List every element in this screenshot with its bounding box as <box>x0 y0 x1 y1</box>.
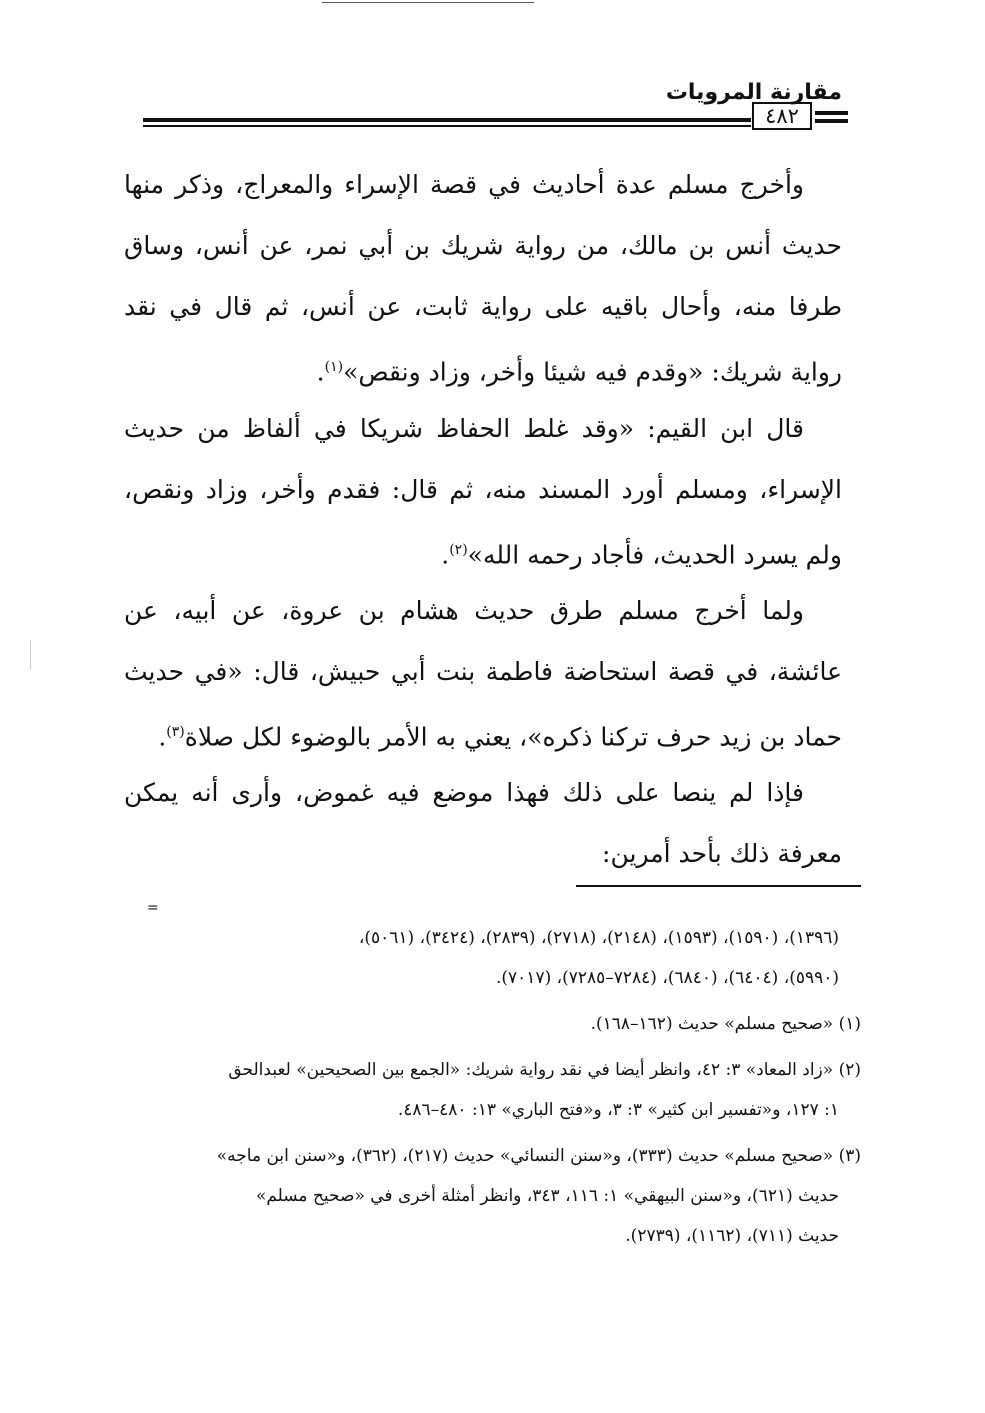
paragraph-3-end: . <box>158 722 167 752</box>
footnote-ref-3: (٣) <box>166 724 185 740</box>
footnote-continuation-line-1: (١٣٩٦)، (١٥٩٠)، (١٥٩٣)، (٢١٤٨)، (٢٧١٨)، (٢٨٣٩)، (٣٤٢٤)، (٥٠٦١)، <box>358 928 839 948</box>
footnote-2-line-2: ١: ١٢٧، و«تفسير ابن كثير» ٣: ٣، و«فتح الباري» ١٣: ٤٨٠–٤٨٦. <box>397 1100 839 1120</box>
paragraph-3-text: ولما أخرج مسلم طرق حديث هشام بن عروة، عن أبيه، عن عائشة، في قصة استحاضة فاطمة بنت أبي حبيش، قال: «في حديث حماد بن زيد حرف تركنا ذكره»، يعني به الأمر بالوضوء لكل صلاة <box>124 596 842 752</box>
header-rule-thin <box>143 125 751 127</box>
footnote-continuation-line-2: (٥٩٩٠)، (٦٤٠٤)، (٦٨٤٠)، (٧٢٨٤–٧٢٨٥)، (٧٠١٧). <box>496 968 839 988</box>
footnote-continuation-mark: = <box>147 900 159 916</box>
paragraph-2-text: قال ابن القيم: «وقد غلط الحفاظ شريكا في ألفاظ من حديث الإسراء، ومسلم أورد المسند منه، ثم قال: فقدم وأخر، وزاد ونقص، ولم يسرد الحديث، فأجاد رحمه الله» <box>124 414 842 570</box>
paragraph-4-text: فإذا لم ينصا على ذلك فهذا موضع فيه غموض، وأرى أنه يمكن معرفة ذلك بأحد أمرين: <box>124 778 842 868</box>
paragraph-4 <box>124 762 842 884</box>
paragraph-1 <box>124 154 842 402</box>
footnote-3-line-1: (٣) «صحيح مسلم» حديث (٣٣٣)، و«سنن النسائي» حديث (٢١٧)، (٣٦٢)، و«سنن ابن ماجه» <box>216 1146 861 1166</box>
page-number-dash-top <box>815 111 848 115</box>
margin-mark <box>30 640 31 670</box>
footnote-2-line-1: (٢) «زاد المعاد» ٣: ٤٢، وانظر أيضا في نقد رواية شريك: «الجمع بين الصحيحين» لعبدالحق <box>228 1060 861 1080</box>
footnote-3-line-2: حديث (٦٢١)، و«سنن البيهقي» ١: ١١٦، ٣٤٣، وانظر أمثلة أخرى في «صحيح مسلم» <box>255 1186 839 1206</box>
footnotes <box>125 918 861 1256</box>
paragraph-3 <box>124 580 842 767</box>
paragraph-2 <box>124 398 842 585</box>
header-rule-thick <box>143 118 751 122</box>
footnote-ref-1: (١) <box>324 359 344 375</box>
page-number-dash-bottom <box>815 119 848 123</box>
paragraph-1-text: وأخرج مسلم عدة أحاديث في قصة الإسراء والمعراج، وذكر منها حديث أنس بن مالك، من رواية شريك بن أبي نمر، عن أنس، وساق طرفا منه، وأحال باقيه على رواية ثابت، عن أنس، ثم قال في نقد رواية شريك: «وقدم فيه شيئا وأخر، وزاد ونقص» <box>124 170 842 387</box>
footnote-ref-2: (٢) <box>449 542 468 558</box>
footnote-3-line-3: حديث (٧١١)، (١١٦٢)، (٢٧٣٩). <box>625 1226 839 1246</box>
top-edge-rule <box>322 2 534 3</box>
paragraph-1-end: . <box>316 357 325 387</box>
footnote-1: (١) «صحيح مسلم» حديث (١٦٢–١٦٨). <box>590 1014 861 1034</box>
footnote-separator <box>576 885 861 887</box>
page-number: ٤٨٢ <box>752 102 812 130</box>
running-title: مقارنة المرويات <box>665 80 842 105</box>
paragraph-2-end: . <box>441 540 450 570</box>
